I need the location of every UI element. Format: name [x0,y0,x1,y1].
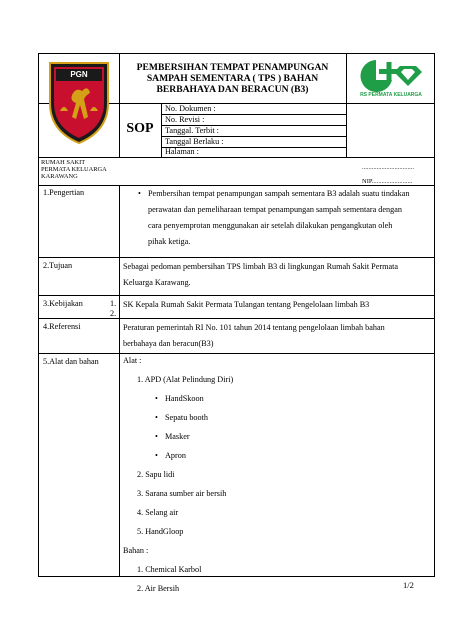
rule [38,295,435,296]
pengertian-line: • Pembersihan tempat penampungan sampah sementara B3 adalah suatu tindakan [148,186,430,202]
alat-bahan-list [123,353,431,597]
sop-label: SOP [126,121,154,136]
tujuan-line: Sebagai pedoman pembersihan TPS limbah B3 di lingkungan Rumah Sakit Permata [123,262,399,271]
tujuan-text [123,259,431,291]
bahan-item: 1. Chemical Karbol [137,565,202,574]
kebijakan-number: 2. [110,309,117,318]
referensi-line: Peraturan pemerintah RI No. 101 tahun 2014 tentang pengelolaan limbah bahan [123,323,385,332]
field-halaman: Halaman : [165,147,199,156]
referensi-line: berbahaya dan beracun(B3) [123,339,214,348]
apd-sub-item: • HandSkoon [165,391,431,407]
alat-item: 4. Selang air [137,508,179,517]
field-tanggal-terbit: Tanggal. Terbit : [165,126,219,135]
rule [38,157,435,158]
section-label-alat-bahan: 5.Alat dan bahan [43,357,99,366]
kebijakan-number: 1. [110,299,117,308]
rule [161,103,162,157]
bahan-title: Bahan : [123,546,149,555]
rs-logo-text: RS PERMATA KELUARGA [360,92,422,98]
rule [119,185,120,577]
rule [346,53,347,157]
pengertian-line: cara penyemprotan menggunakan air setelah dilakukan pengangkutan oleh [148,221,393,230]
field-tanggal-berlaku: Tanggal Berlaku : [165,137,224,146]
section-label-tujuan: 2.Tujuan [43,261,73,270]
alat-title: Alat : [123,356,142,365]
alat-item: 5. HandGloop [137,527,184,536]
page-number: 1/2 [403,580,414,590]
field-no-dokumen: No. Dokumen : [165,104,216,113]
kebijakan-text: SK Kepala Rumah Sakit Permata Tulangan tentang Pengelolaan limbah B3 [123,300,370,309]
apd-item: 1. APD (Alat Pelindung Diri) [137,375,234,384]
organization-name [41,159,107,181]
apd-sub-item: • Sepatu booth [165,410,431,426]
pengertian-line: perawatan dan pemeliharaan tempat penampungan sampah sementara dengan [148,205,402,214]
tujuan-line: Keluarga Karawang. [123,278,191,287]
title-line: SAMPAH SEMENTARA ( TPS ) BAHAN [146,73,319,84]
field-no-revisi: No. Revisi : [165,115,205,124]
apd-sub-item: • Apron [165,448,431,464]
org-line: PERMATA KELUARGA [41,166,107,174]
section-label-referensi: 4.Referensi [43,322,81,331]
document-title [119,62,346,95]
rs-permata-logo [352,58,430,102]
apd-sub-item: • Masker [165,429,431,445]
rule [38,257,435,258]
pengertian-text [148,186,430,250]
alat-item: 2. Sapu lidi [137,470,175,479]
signature-line: ................................ [362,164,414,171]
referensi-text [123,320,431,352]
org-line: KARAWANG [41,173,78,181]
pengertian-line: pihak ketiga. [148,237,191,246]
org-line: RUMAH SAKIT [41,159,86,166]
rule [38,318,435,319]
pgn-logo-text: PGN [70,70,88,79]
pgn-logo [46,59,112,145]
section-label-pengertian: 1.Pengertian [43,188,85,197]
alat-item: 3. Sarana sumber air bersih [137,489,227,498]
title-line: PEMBERSIHAN TEMPAT PENAMPUNGAN [136,62,329,73]
nip-line: NIP......................... [362,178,413,185]
bahan-item: 2. Air Bersih [137,584,180,593]
title-line: BERBAHAYA DAN BERACUN (B3) [156,84,309,95]
section-label-kebijakan: 3.Kebijakan [43,299,83,308]
